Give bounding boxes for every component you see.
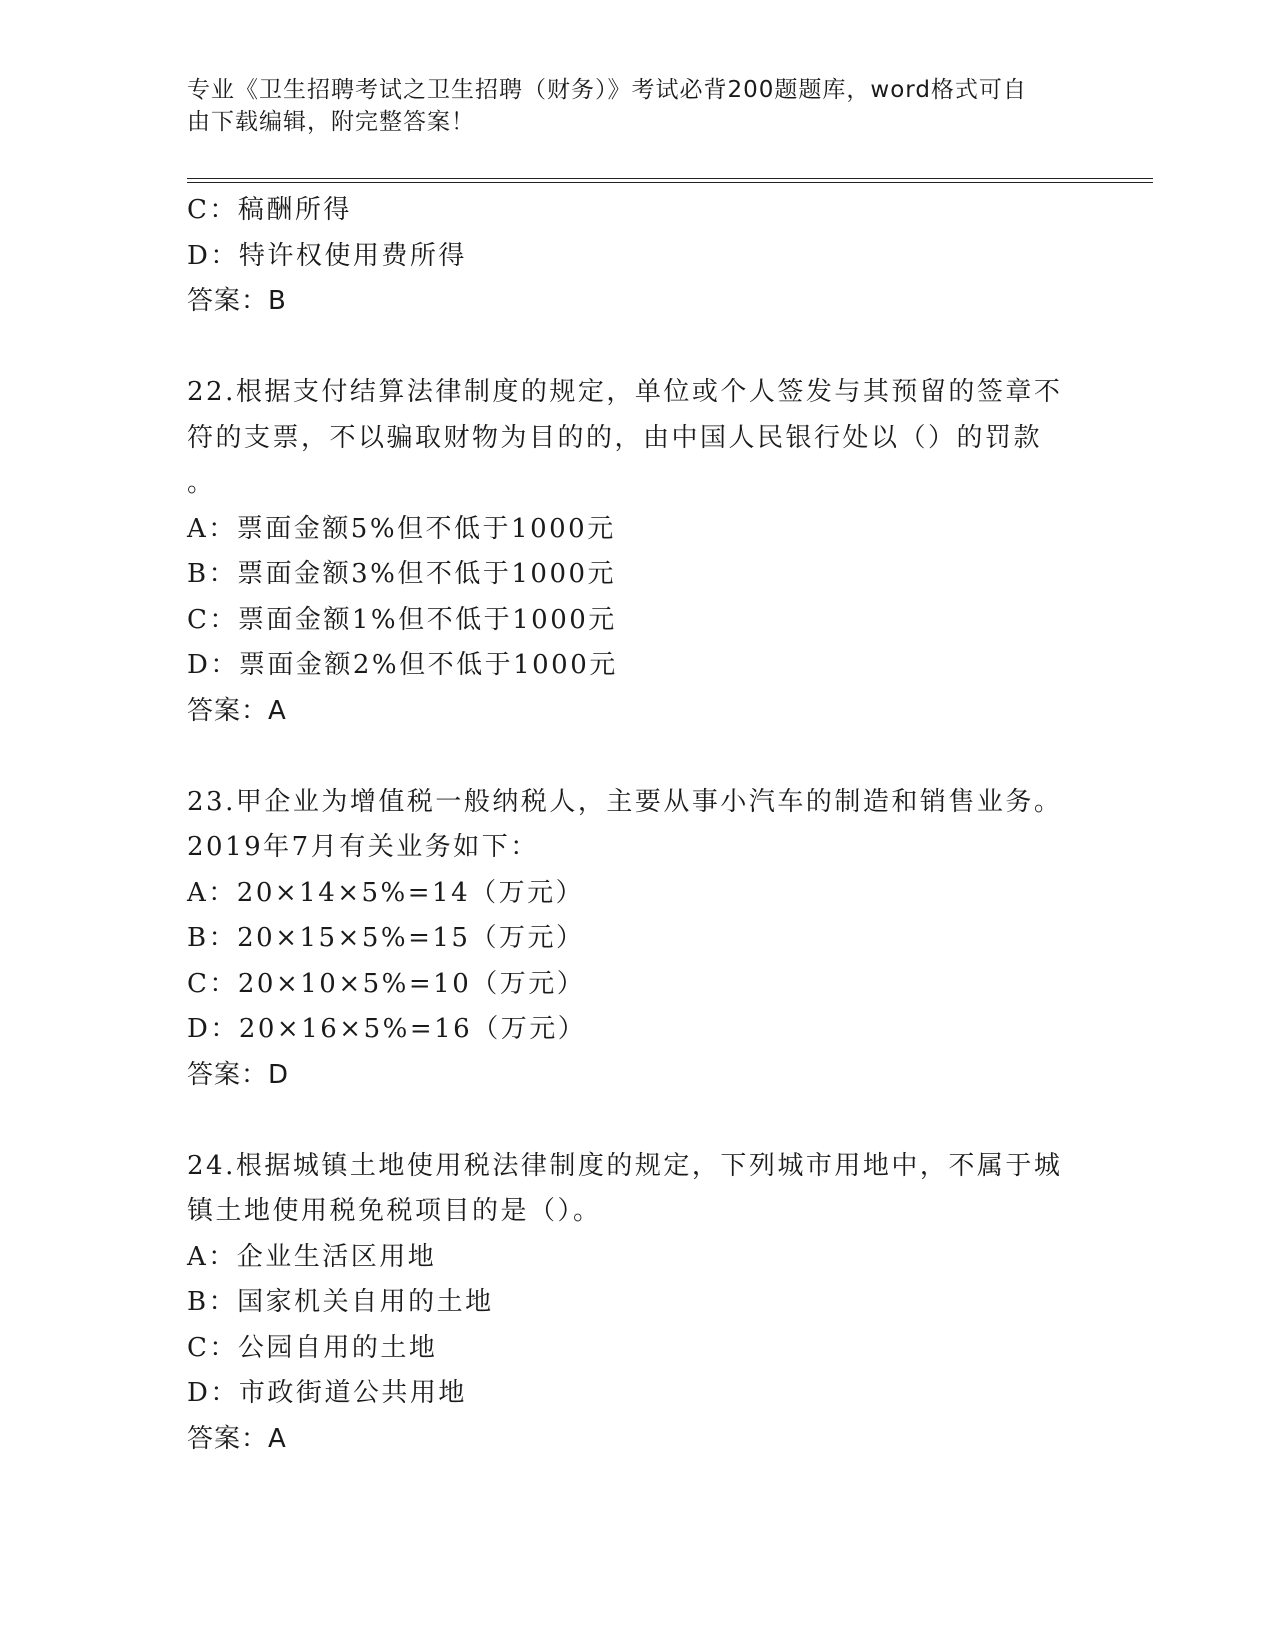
option-c: C：稿酬所得 bbox=[187, 195, 352, 225]
option-b: B：国家机关自用的土地 bbox=[187, 1287, 494, 1317]
header-line-2: 由下载编辑，附完整答案！ bbox=[187, 109, 475, 135]
question-23 bbox=[187, 780, 1087, 1099]
option-a: A：企业生活区用地 bbox=[187, 1241, 437, 1272]
spacer bbox=[187, 1098, 1087, 1144]
header-line-1: 专业《卫生招聘考试之卫生招聘（财务）》考试必背200题题库，word格式可自 bbox=[187, 77, 1027, 103]
option-c: C：公园自用的土地 bbox=[187, 1332, 438, 1363]
spacer bbox=[187, 325, 1087, 371]
question-text-line: 24.根据城镇土地使用税法律制度的规定，下列城市用地中，不属于城 bbox=[187, 1150, 1063, 1181]
answer-line: 答案：D bbox=[187, 1059, 290, 1090]
option-b: B：票面金额3%但不低于1000元 bbox=[187, 559, 617, 589]
answer-line: 答案：B bbox=[187, 286, 287, 316]
answer-line: 答案：A bbox=[187, 1423, 287, 1454]
previous-question-tail bbox=[187, 188, 1087, 325]
page-header bbox=[187, 74, 1087, 138]
option-b: B：20×15×5%=15（万元） bbox=[187, 923, 585, 953]
option-d: D：市政街道公共用地 bbox=[187, 1378, 467, 1408]
question-text-line: 22.根据支付结算法律制度的规定，单位或个人签发与其预留的签章不 bbox=[187, 377, 1063, 407]
question-text-line: 镇土地使用税免税项目的是（）。 bbox=[187, 1196, 602, 1226]
question-text-line: 2019年7月有关业务如下： bbox=[187, 832, 539, 862]
option-a: A：20×14×5%=14（万元） bbox=[187, 877, 585, 908]
question-text-line: 。 bbox=[187, 468, 216, 498]
question-text-line: 符的支票，不以骗取财物为目的的，由中国人民银行处以（）的罚款 bbox=[187, 422, 1043, 453]
option-c: C：20×10×5%=10（万元） bbox=[187, 968, 586, 999]
question-text-line: 23.甲企业为增值税一般纳税人，主要从事小汽车的制造和销售业务。 bbox=[187, 786, 1063, 817]
question-24 bbox=[187, 1144, 1087, 1463]
option-d: D：票面金额2%但不低于1000元 bbox=[187, 650, 618, 680]
header-divider bbox=[187, 178, 1153, 183]
option-a: A：票面金额5%但不低于1000元 bbox=[187, 513, 616, 544]
answer-line: 答案：A bbox=[187, 695, 287, 726]
option-d: D：20×16×5%=16（万元） bbox=[187, 1014, 587, 1044]
spacer bbox=[187, 734, 1087, 780]
option-c: C：票面金额1%但不低于1000元 bbox=[187, 604, 617, 635]
option-d: D：特许权使用费所得 bbox=[187, 240, 467, 271]
question-22 bbox=[187, 370, 1087, 734]
question-content bbox=[187, 188, 1087, 1462]
